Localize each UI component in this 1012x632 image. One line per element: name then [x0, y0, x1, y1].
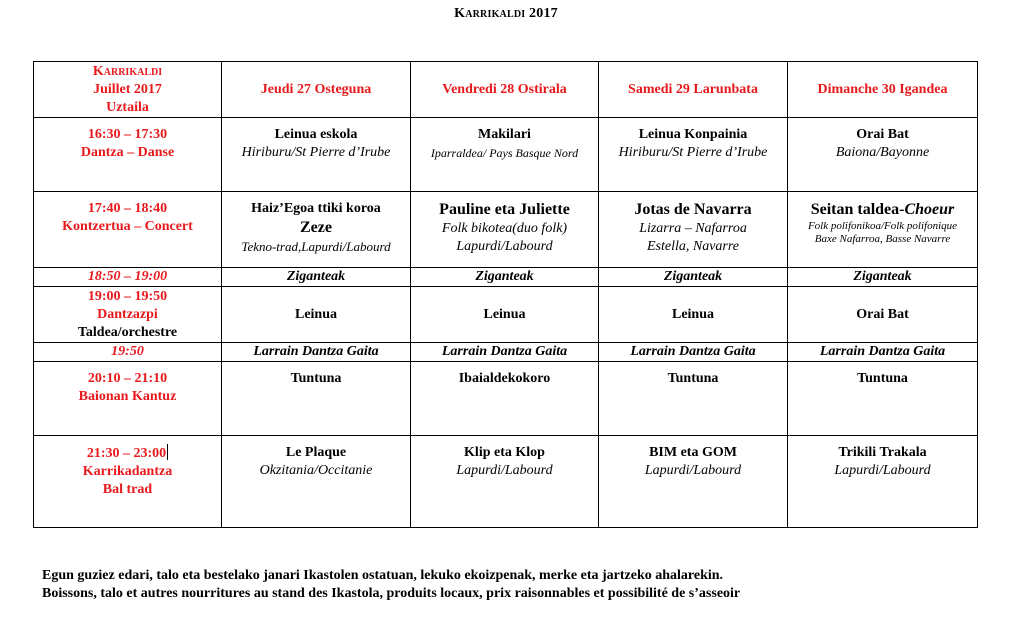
event-name: BIM eta GOM	[649, 445, 737, 460]
event-cell	[788, 436, 978, 528]
event-name: Leinua	[599, 287, 788, 343]
event-place: Hiriburu/St Pierre d’Irube	[241, 145, 391, 160]
event-name: Klip eta Klop	[464, 445, 545, 460]
time-slot-text: 21:30 – 23:00	[86, 446, 167, 461]
event-cell	[222, 192, 411, 268]
slot-label: Karrikadantza	[82, 464, 173, 479]
page-title: Karrikaldi 2017	[454, 6, 558, 21]
time-cell-kantuz	[34, 362, 222, 436]
time-slot: 17:40 – 18:40	[87, 201, 168, 216]
time-cell-dantza	[34, 118, 222, 192]
event-name: Pauline eta Juliette	[439, 201, 570, 218]
event-place: Hiriburu/St Pierre d’Irube	[618, 145, 768, 160]
event-name: Tuntuna	[222, 362, 411, 436]
time-cell-kontzertua	[34, 192, 222, 268]
footer-note-basque: Egun guziez edari, talo eta bestelako janari Ikastolen ostatuan, lekuko ekoizpenak, merke eta jartzeko ahalarekin.	[42, 568, 724, 583]
table-row-kantuz	[34, 362, 978, 436]
event-name	[790, 200, 975, 220]
event-place: Lapurdi/Labourd	[834, 463, 931, 478]
event-place: Folk polifonikoa/Folk polifonique	[807, 220, 958, 232]
table-row-dantzazpi	[34, 287, 978, 343]
event-place-secondary: Lapurdi/Labourd	[456, 239, 553, 254]
event-name-italic: Choeur	[904, 201, 955, 218]
header-corner-month-basque: Uztaila	[106, 99, 149, 115]
time-slot: 19:00 – 19:50	[87, 288, 168, 304]
time-slot	[36, 444, 219, 463]
header-corner-month: Juillet 2017	[93, 81, 162, 97]
event-name: Makilari	[478, 127, 531, 142]
event-name: Leinua eskola	[274, 127, 358, 142]
event-name: Leinua	[222, 287, 411, 343]
time-cell-dantzazpi	[34, 287, 222, 343]
header-day-sunday: Dimanche 30 Igandea	[788, 62, 978, 118]
time-slot: 20:10 – 21:10	[87, 371, 168, 386]
footer-note	[42, 567, 740, 603]
slot-label: Dantzazpi	[97, 306, 158, 322]
event-name: Ziganteak	[411, 268, 599, 287]
event-place: Baiona/Bayonne	[835, 145, 930, 160]
event-name: Le Plaque	[285, 445, 347, 460]
event-cell	[788, 118, 978, 192]
table-row-ziganteak	[34, 268, 978, 287]
table-header-row	[34, 62, 978, 118]
header-day-thursday: Jeudi 27 Osteguna	[222, 62, 411, 118]
event-place: Lapurdi/Labourd	[644, 463, 742, 478]
slot-label: Dantza – Danse	[80, 145, 175, 160]
event-cell	[222, 436, 411, 528]
event-cell	[222, 118, 411, 192]
event-name: Orai Bat	[788, 287, 978, 343]
event-name: Ziganteak	[788, 268, 978, 287]
schedule-table	[33, 61, 978, 528]
text-cursor	[167, 444, 168, 460]
event-name: Tuntuna	[599, 362, 788, 436]
event-name-main: Seitan taldea-	[810, 201, 905, 218]
event-place: Tekno-trad,Lapurdi/Labourd	[241, 239, 391, 254]
header-day-friday: Vendredi 28 Ostirala	[411, 62, 599, 118]
slot-label-secondary: Bal trad	[102, 482, 153, 497]
event-place-secondary: Baxe Nafarroa, Basse Navarre	[814, 233, 951, 245]
event-name: Larrain Dantza Gaita	[411, 343, 599, 362]
event-name: Trikili Trakala	[838, 445, 927, 460]
event-name: Orai Bat	[856, 127, 909, 142]
event-cell	[411, 192, 599, 268]
slot-label: Kontzertua – Concert	[62, 219, 193, 234]
time-slot: 19:50	[34, 343, 222, 362]
table-row-dantza	[34, 118, 978, 192]
event-name: Leinua	[411, 287, 599, 343]
event-name: Ziganteak	[599, 268, 788, 287]
event-place: Lapurdi/Labourd	[456, 463, 553, 478]
event-name: Larrain Dantza Gaita	[599, 343, 788, 362]
table-row-baltrad	[34, 436, 978, 528]
time-slot: 16:30 – 17:30	[87, 127, 168, 142]
event-cell	[599, 118, 788, 192]
event-place-secondary: Estella, Navarre	[646, 239, 740, 254]
header-corner-cell	[34, 62, 222, 118]
event-name: Ziganteak	[222, 268, 411, 287]
event-place: Iparraldea/ Pays Basque Nord	[430, 146, 579, 160]
table-row-kontzertua	[34, 192, 978, 268]
event-cell	[599, 436, 788, 528]
event-cell	[788, 192, 978, 268]
event-name: Leinua Konpainia	[638, 127, 748, 142]
event-name: Jotas de Navarra	[634, 201, 752, 218]
footer-note-french: Boissons, talo et autres nourritures au stand des Ikastola, produits locaux, prix raisonnables et possibilité de s’asseoir	[42, 586, 741, 601]
event-place: Lizarra – Nafarroa	[639, 221, 747, 236]
event-cell	[411, 118, 599, 192]
time-cell-baltrad	[34, 436, 222, 528]
slot-label-secondary: Taldea/orchestre	[77, 324, 178, 340]
event-name: Tuntuna	[788, 362, 978, 436]
event-cell	[599, 192, 788, 268]
event-place: Okzitania/Occitanie	[259, 463, 373, 478]
header-day-saturday: Samedi 29 Larunbata	[599, 62, 788, 118]
event-place: Folk bikotea(duo folk)	[441, 221, 568, 236]
header-corner-title: Karrikaldi	[92, 63, 163, 79]
event-name: Larrain Dantza Gaita	[222, 343, 411, 362]
event-name: Ibaialdekokoro	[411, 362, 599, 436]
slot-label: Baionan Kantuz	[78, 389, 177, 404]
event-name-secondary: Zeze	[300, 219, 332, 236]
event-name: Larrain Dantza Gaita	[788, 343, 978, 362]
time-slot: 18:50 – 19:00	[34, 268, 222, 287]
event-cell	[411, 436, 599, 528]
table-row-larrain	[34, 343, 978, 362]
event-name: Haiz’Egoa ttiki koroa	[251, 201, 381, 216]
